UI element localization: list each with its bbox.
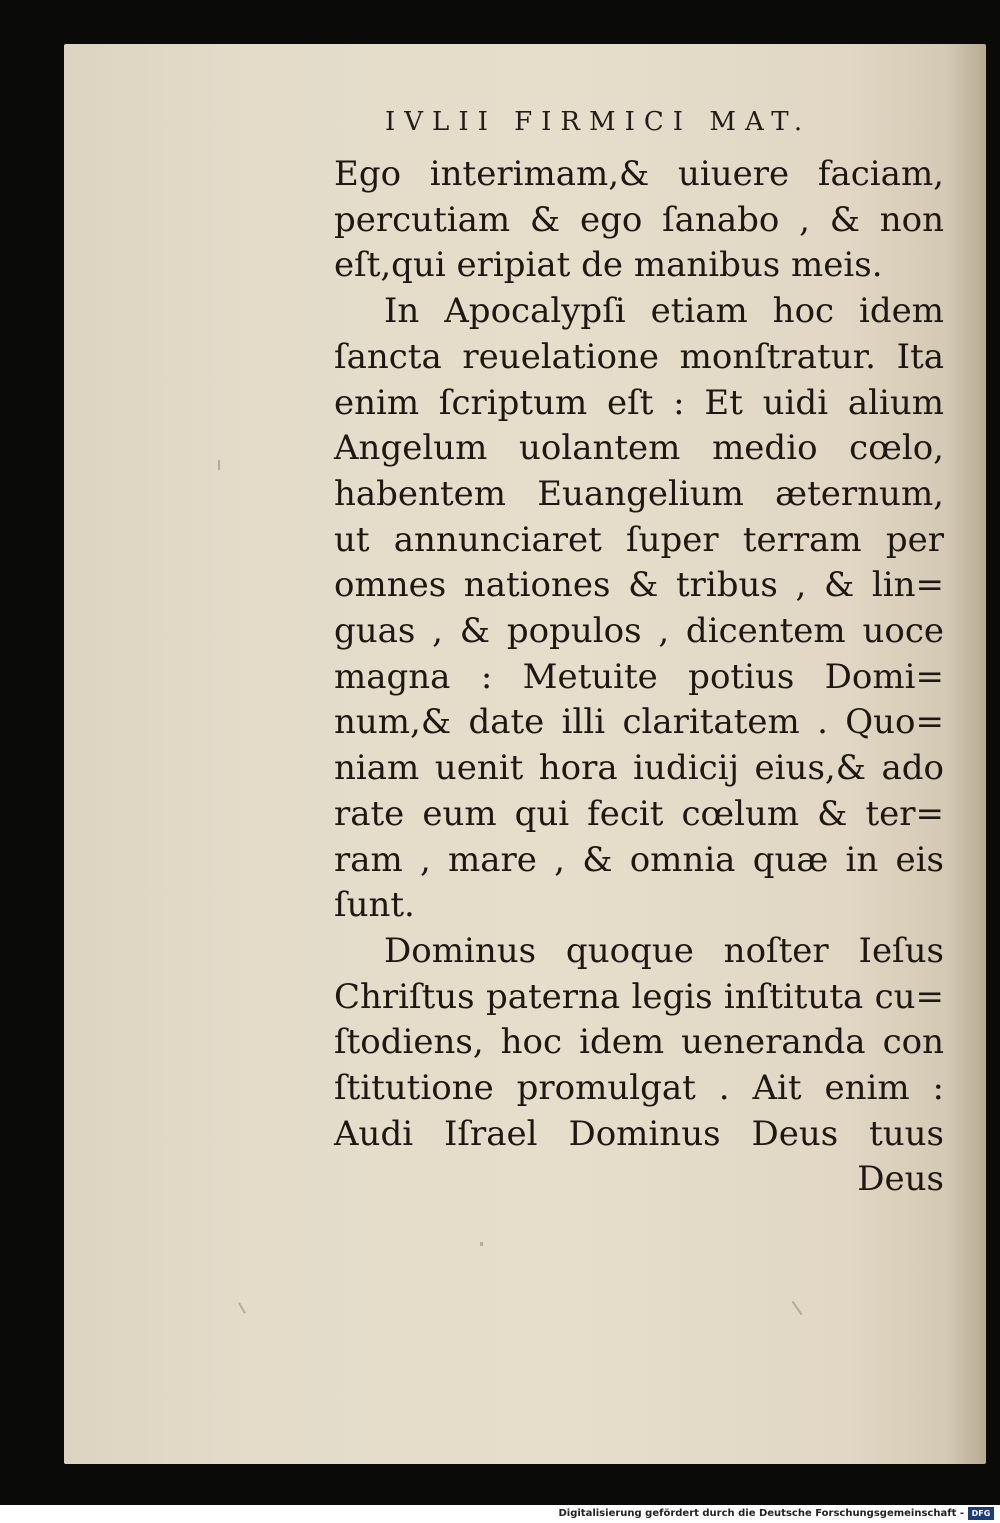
page-gutter-shadow [946, 44, 986, 1464]
text-line: ſunt. [334, 885, 415, 926]
digitization-credit: Digitalisierung gefördert durch die Deutsche Forschungsgemeinschaft - [558, 1508, 964, 1519]
text-line: Audi Iſrael Dominus Deus tuus [334, 1113, 944, 1154]
text-line: niam uenit hora iudicij eius,& ado [334, 748, 944, 789]
text-line: Angelum uolantem medio cœlo, [334, 428, 944, 469]
text-line: omnes nationes & tribus , & lin= [334, 565, 944, 606]
text-line: eſt,qui eripiat de manibus meis. [334, 245, 883, 286]
text-line: ſancta reuelatione monſtratur. Ita [334, 336, 944, 377]
text-line: rate eum qui fecit cœlum & ter= [334, 793, 944, 834]
text-line: ut annunciaret ſuper terram per [334, 519, 944, 560]
text-line: habentem Euangelium æternum, [334, 473, 944, 514]
running-title: IVLII FIRMICI MAT. [385, 107, 812, 137]
text-line: num,& date illi claritatem . Quo= [334, 702, 944, 743]
text-line: ſtodiens, hoc idem ueneranda con [334, 1022, 944, 1063]
text-line: ram , mare , & omnia quæ in eis [334, 839, 944, 880]
text-line: Ego interimam,& uiuere faciam, [334, 154, 944, 194]
main-text [334, 152, 944, 1203]
paper-speck [218, 460, 220, 470]
text-line: ſtitutione promulgat . Ait enim : [334, 1068, 944, 1109]
text-line: Dominus quoque noſter Ieſus [384, 930, 944, 971]
text-line: In Apocalypſi etiam hoc idem [384, 291, 944, 332]
dfg-logo: DFG [968, 1507, 994, 1520]
text-line: magna : Metuite potius Domi= [334, 656, 944, 697]
paper-speck [480, 1242, 483, 1246]
text-line: percutiam & ego ſanabo , & non [334, 199, 944, 240]
catchword: Deus [857, 1159, 944, 1200]
text-line: enim ſcriptum eſt : Et uidi alium [334, 382, 944, 423]
text-line: Chriſtus paterna legis inſtituta cu= [334, 976, 944, 1017]
text-line: guas , & populos , dicentem uoce [334, 611, 944, 652]
